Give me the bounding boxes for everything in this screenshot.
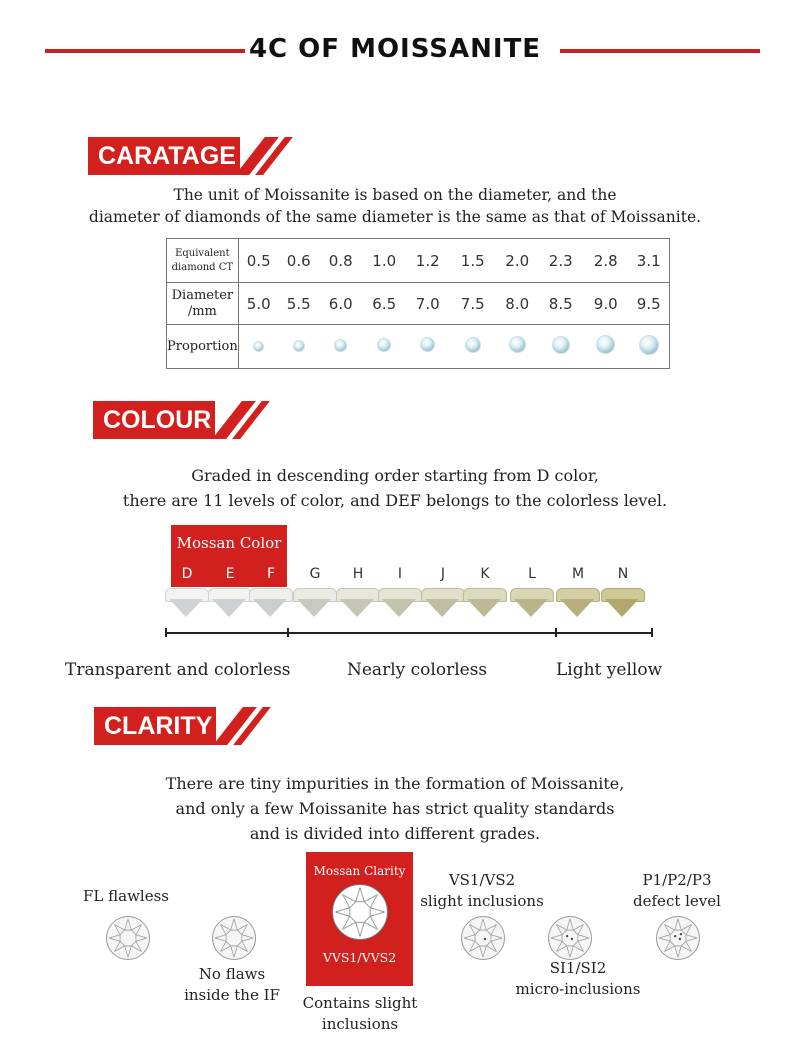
diamond-diagram-p-icon [656, 916, 700, 960]
proportion-cell [363, 338, 406, 356]
mossan-color-label: Mossan Color [176, 534, 282, 552]
carat-row [239, 252, 669, 270]
colour-grade-k: K [480, 566, 490, 582]
clarity-label-fl: FL flawless [83, 887, 169, 905]
label-line: inside the IF [184, 986, 280, 1004]
scale-tick [555, 628, 557, 637]
colour-gem-icon [378, 588, 420, 618]
moissanite-gem-icon [465, 337, 481, 353]
caratage-line-2: diameter of diamonds of the same diameter is the same as that of Moissanite. [88, 208, 702, 226]
clarity-line-1: There are tiny impurities in the formation of Moissanite, [165, 774, 625, 793]
row-label-proportion: Proportion [167, 325, 239, 369]
proportion-cell [319, 338, 363, 356]
label-line: defect level [633, 892, 721, 910]
diameter-value: 7.5 [460, 294, 485, 313]
label-line: VS1/VS2 [448, 871, 516, 889]
caratage-banner [88, 137, 298, 175]
diameter-value: 6.5 [372, 294, 397, 313]
label-line: P1/P2/P3 [642, 871, 712, 889]
diamond-diagram-vvs-icon [332, 884, 388, 940]
label-line: inclusions [321, 1015, 399, 1033]
colour-grade-j: J [440, 566, 446, 582]
label-line: SI1/SI2 [549, 959, 607, 977]
mossan-clarity-label: Mossan Clarity [313, 864, 406, 878]
clarity-label-p [622, 870, 732, 912]
caratage-table [166, 238, 670, 369]
diameter-row [239, 295, 669, 313]
clarity-label-vvs [296, 993, 424, 1035]
moissanite-gem-icon [253, 341, 264, 352]
moissanite-gem-icon [509, 336, 526, 353]
diameter-value: 6.0 [328, 294, 353, 313]
colour-gem-icon [510, 588, 552, 618]
moissanite-gem-icon [596, 335, 615, 354]
colour-line-1: Graded in descending order starting from D color, [191, 466, 599, 485]
diamond-diagram-if-icon [212, 916, 256, 960]
mossan-clarity-grade: VVS1/VVS2 [322, 950, 397, 965]
label-line: micro-inclusions [515, 980, 641, 998]
diameter-value: 8.0 [505, 294, 530, 313]
colour-paragraph [0, 463, 790, 513]
colour-gem-icon [556, 588, 598, 618]
row-label-equivalent-ct [167, 239, 239, 283]
moissanite-gem-icon [639, 335, 659, 355]
colour-gem-icon [293, 588, 335, 618]
row-label-line: diamond CT [171, 261, 234, 273]
proportion-cell [539, 336, 583, 358]
colour-line-2: there are 11 levels of color, and DEF belongs to the colorless level. [122, 491, 668, 510]
clarity-banner [94, 707, 284, 745]
carat-value: 1.0 [372, 251, 397, 270]
colour-grade-g: G [309, 566, 321, 582]
colour-grade-e: E [225, 566, 235, 582]
carat-value: 0.6 [286, 251, 311, 270]
diameter-value: 9.0 [593, 294, 618, 313]
colour-grade-i: I [397, 566, 403, 582]
caratage-line-1: The unit of Moissanite is based on the diameter, and the [173, 186, 617, 204]
scale-tick [165, 628, 167, 637]
colour-scale-line [165, 632, 653, 634]
moissanite-gem-icon [334, 339, 347, 352]
moissanite-gem-icon [552, 336, 570, 354]
colour-gem-icon [165, 588, 207, 618]
carat-value: 0.8 [328, 251, 353, 270]
colour-banner [93, 401, 283, 439]
scale-tick [651, 628, 653, 637]
colour-grade-f: F [266, 566, 276, 582]
proportion-cell [239, 338, 279, 356]
row-label-line: Equivalent [175, 247, 230, 259]
carat-value: 1.2 [415, 251, 440, 270]
clarity-label-vs [416, 870, 548, 912]
proportion-values [238, 325, 669, 369]
label-line: No flaws [198, 965, 266, 983]
proportion-cell [496, 336, 539, 357]
scale-tick [287, 628, 289, 637]
proportion-cell [279, 338, 319, 356]
label-line: slight inclusions [420, 892, 544, 910]
clarity-line-2: and only a few Moissanite has strict quality standards [175, 799, 615, 818]
clarity-paragraph [0, 771, 790, 846]
diamond-diagram-fl-icon [106, 916, 150, 960]
diamond-diagram-si-icon [548, 916, 592, 960]
colour-gem-icon [463, 588, 505, 618]
moissanite-gem-icon [377, 338, 391, 352]
row-label-line: /mm [187, 303, 217, 319]
diameter-value: 5.0 [246, 294, 271, 313]
scale-label-nearly-colorless: Nearly colorless [347, 660, 488, 680]
carat-value: 1.5 [460, 251, 485, 270]
proportion-row [239, 335, 669, 359]
clarity-label-si [510, 958, 646, 1000]
proportion-cell [406, 337, 450, 356]
diameter-value: 7.0 [415, 294, 440, 313]
carat-value: 2.3 [548, 251, 573, 270]
scale-label-light-yellow: Light yellow [556, 660, 663, 680]
diameter-value: 8.5 [548, 294, 573, 313]
colour-grade-d: D [181, 566, 193, 582]
label-line: Contains slight [302, 994, 418, 1012]
carat-value: 2.0 [505, 251, 530, 270]
colour-gem-icon [336, 588, 378, 618]
moissanite-gem-icon [293, 340, 305, 352]
page-title: 4C OF MOISSANITE [248, 34, 542, 64]
colour-grade-l: L [528, 566, 536, 582]
clarity-heading: CLARITY [94, 707, 216, 745]
diameter-value: 5.5 [286, 294, 311, 313]
clarity-line-3: and is divided into different grades. [249, 824, 541, 843]
diameter-value: 9.5 [636, 294, 661, 313]
moissanite-gem-icon [420, 337, 435, 352]
carat-value: 2.8 [593, 251, 618, 270]
diamond-diagram-vs-icon [461, 916, 505, 960]
colour-gem-icon [249, 588, 291, 618]
caratage-heading: CARATAGE [88, 137, 240, 175]
colour-gem-icon [601, 588, 643, 618]
clarity-label-if [180, 964, 284, 1006]
colour-grade-m: M [571, 566, 585, 582]
colour-grade-n: N [617, 566, 629, 582]
row-label-line: Diameter [171, 287, 234, 303]
colour-heading: COLOUR [93, 401, 215, 439]
proportion-cell [450, 337, 496, 357]
colour-gem-icon [208, 588, 250, 618]
carat-value: 3.1 [636, 251, 661, 270]
caratage-paragraph [0, 184, 790, 228]
colour-grade-h: H [352, 566, 364, 582]
carat-value: 0.5 [246, 251, 271, 270]
diameter-values [238, 283, 669, 325]
proportion-cell [629, 335, 669, 359]
proportion-cell [583, 335, 629, 358]
colour-gem-icon [421, 588, 463, 618]
row-label-diameter [167, 283, 239, 325]
scale-label-colorless: Transparent and colorless [65, 660, 291, 680]
carat-values [238, 239, 669, 283]
